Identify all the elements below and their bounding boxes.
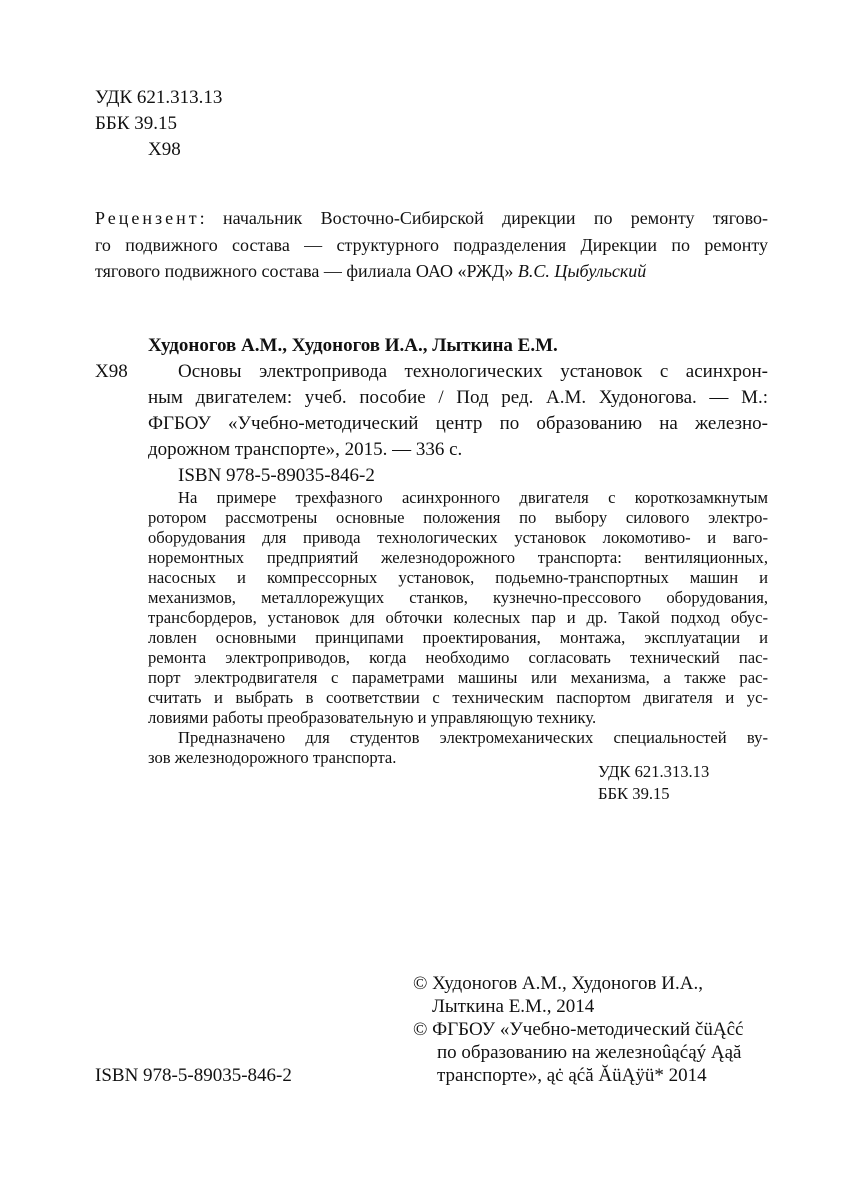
reviewer-line-1 xyxy=(95,209,768,227)
reviewer-line-2: го подвижного состава — структурного подразделения Дирекции по ремонту xyxy=(95,235,768,255)
abstract-line: считать и выбрать в соответствии с техническим паспортом двигателя и ус- xyxy=(148,688,768,707)
abstract-line: ловиями работы преобразовательную и управляющую технику. xyxy=(148,708,597,727)
abstract-bbk: ББК 39.15 xyxy=(598,784,670,803)
record-isbn: ISBN 978-5-89035-846-2 xyxy=(178,465,375,486)
record-line-1: Основы электропривода технологических установок с асинхрон- xyxy=(178,361,768,382)
reviewer-text: : начальник Восточно-Сибирской дирекции по ремонту тягово- xyxy=(199,208,768,228)
header-udk: УДК 621.313.13 xyxy=(95,87,223,108)
reviewer-text: тягового подвижного состава — филиала ОАО «РЖД» xyxy=(95,261,518,281)
record-mark: Х98 xyxy=(95,361,128,382)
header-author-mark: Х98 xyxy=(148,139,181,160)
reviewer-line-3 xyxy=(95,262,646,280)
purpose-line: Предназначено для студентов электромеханических специальностей ву- xyxy=(178,728,768,747)
record-authors xyxy=(148,336,558,355)
abstract-line: ротором рассмотрены основные положения по выбору силового электро- xyxy=(148,508,768,527)
copyright-line: © ФГБОУ «Учебно-методический čüĄĉć xyxy=(413,1019,744,1040)
reviewer-name: В.С. Цыбульский xyxy=(517,261,647,281)
abstract-line: норемонтных предприятий железнодорожного транспорта: вентиляционных, xyxy=(148,548,768,567)
authors: Худоногов А.М., Худоногов И.А., Лыткина Е.М. xyxy=(148,335,558,356)
abstract-line: оборудования для привода технологических установок локомотиво- и ваго- xyxy=(148,528,768,547)
abstract-udk: УДК 621.313.13 xyxy=(598,762,710,781)
record-line-2: ным двигателем: учеб. пособие / Под ред. А.М. Худоногова. — М.: xyxy=(148,387,768,408)
copyright-line: транспорте», ąċ ąćă ĂüĄÿü* 2014 xyxy=(437,1065,707,1086)
bottom-isbn: ISBN 978-5-89035-846-2 xyxy=(95,1065,292,1086)
abstract-line: механизмов, металлорежущих станков, кузнечно-прессового оборудования, xyxy=(148,588,768,607)
copyright-line: Лыткина Е.М., 2014 xyxy=(432,996,595,1017)
abstract-line: насосных и компрессорных установок, подьемно-транспортных машин и xyxy=(148,568,768,587)
abstract-line: ремонта электроприводов, когда необходимо согласовать технический пас- xyxy=(148,648,768,667)
abstract-line: На примере трехфазного асинхронного двигателя с короткозамкнутым xyxy=(178,488,768,507)
purpose-line: зов железнодорожного транспорта. xyxy=(148,748,397,767)
reviewer-label: Рецензент xyxy=(95,208,200,228)
record-line-3: ФГБОУ «Учебно-методический центр по образованию на железно- xyxy=(148,413,768,434)
abstract-line: порт электродвигателя с параметрами машины или механизма, а также рас- xyxy=(148,668,768,687)
abstract-line: трансбордеров, установок для обточки колесных пар и др. Такой подход обус- xyxy=(148,608,768,627)
header-bbk: ББК 39.15 xyxy=(95,113,177,134)
abstract-line: ловлен основными принципами проектирования, монтажа, эксплуатации и xyxy=(148,628,768,647)
copyright-line: по образованию на железноûąćąý Ąąă xyxy=(437,1042,742,1063)
copyright-line: © Худоногов А.М., Худоногов И.А., xyxy=(413,973,703,994)
record-line-4: дорожном транспорте», 2015. — 336 с. xyxy=(148,439,463,460)
